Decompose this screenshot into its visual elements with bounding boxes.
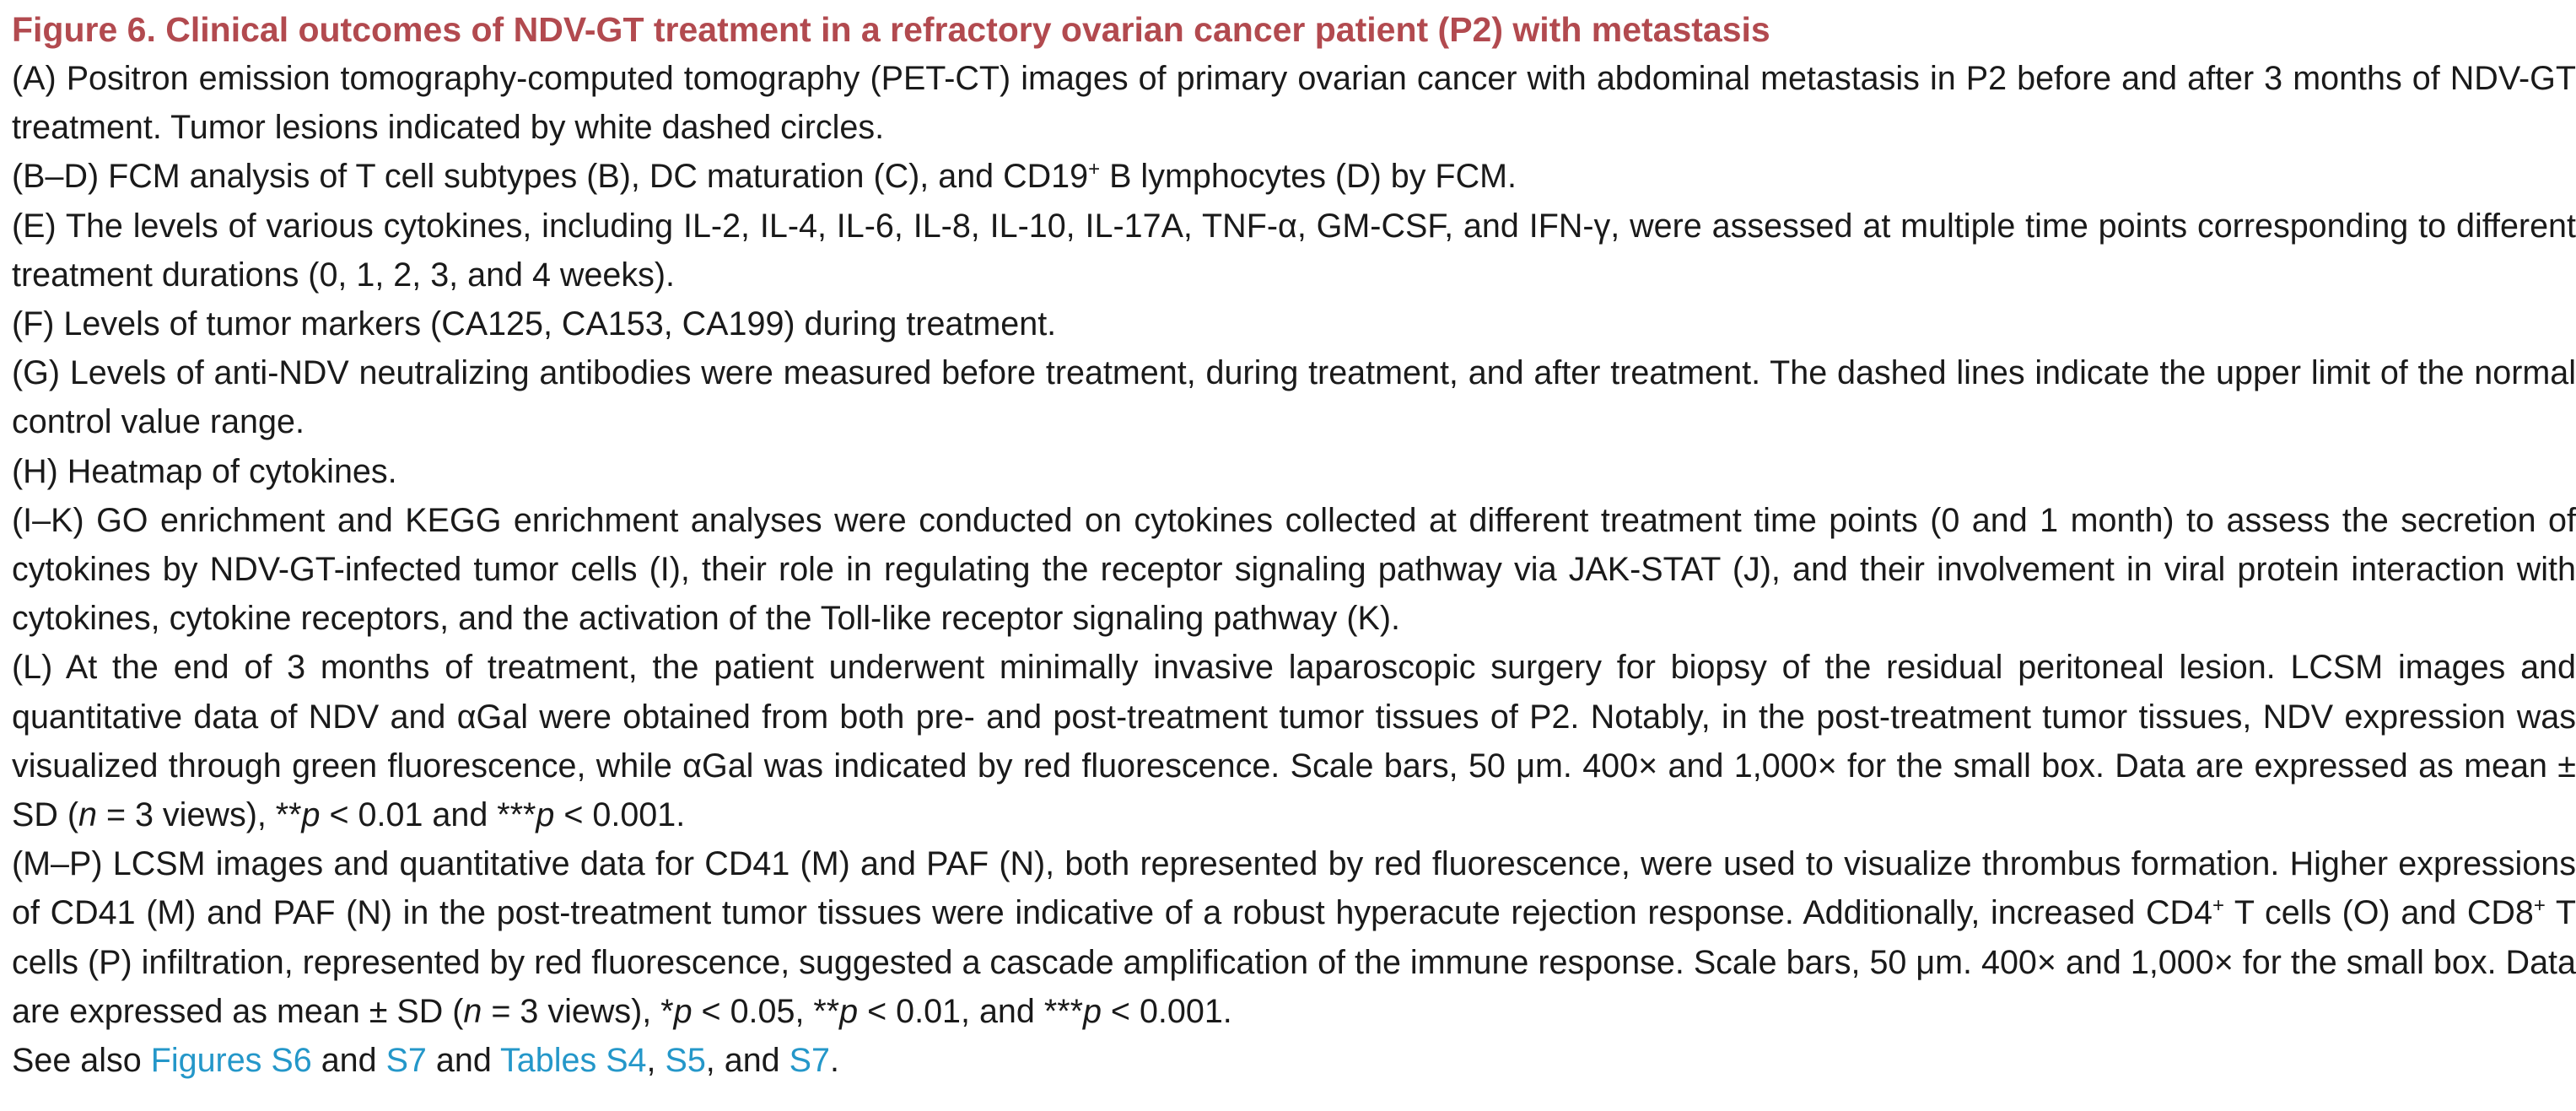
see-also-and-2: and bbox=[426, 1042, 501, 1080]
caption-paragraphs bbox=[12, 54, 2576, 1036]
link-table-s5[interactable]: S5 bbox=[665, 1042, 706, 1080]
text-segment: < 0.01, and *** bbox=[858, 992, 1083, 1030]
link-figure-s7[interactable]: S7 bbox=[385, 1042, 427, 1080]
text-segment: (F) Levels of tumor markers (CA125, CA153, CA199) during treatment. bbox=[12, 305, 1057, 343]
text-segment: < 0.001. bbox=[554, 796, 686, 834]
caption-paragraph bbox=[12, 152, 2576, 201]
italic-symbol: p bbox=[536, 796, 555, 834]
figure-title: Figure 6. Clinical outcomes of NDV-GT treatment in a refractory ovarian cancer patient (P2) with metastasis bbox=[12, 10, 1770, 49]
text-segment: (E) The levels of various cytokines, including IL-2, IL-4, IL-6, IL-8, IL-10, IL-17A, TNF-α, GM-CSF, and IFN-γ, were assessed at multiple time points corresponding to different treatment durations (0, 1, 2, 3, and 4 weeks). bbox=[12, 207, 2576, 294]
figure-caption bbox=[12, 5, 2576, 1085]
text-segment: (M–P) LCSM images and quantitative data for CD41 (M) and PAF (N), both represented by red fluorescence, were used to visualize thrombus formation. Higher expressions of CD41 (M) and PAF (N) in the post-treatment tumor tissues were indicative of a robust hyperacute rejection response. Additionally, increased CD4 bbox=[12, 845, 2576, 932]
text-segment: (G) Levels of anti-NDV neutralizing antibodies were measured before treatment, during treatment, and after treatment. The dashed lines indicate the upper limit of the normal control value range. bbox=[12, 354, 2576, 441]
caption-paragraph bbox=[12, 839, 2576, 1036]
text-segment: (B–D) FCM analysis of T cell subtypes (B), DC maturation (C), and CD19 bbox=[12, 158, 1089, 196]
see-also-end: . bbox=[829, 1042, 839, 1080]
caption-paragraph bbox=[12, 447, 2576, 496]
italic-symbol: n bbox=[463, 992, 482, 1030]
link-table-s7[interactable]: S7 bbox=[789, 1042, 830, 1080]
text-segment: (A) Positron emission tomography-computed tomography (PET-CT) images of primary ovarian cancer with abdominal metastasis in P2 before and after 3 months of NDV-GT treatment. Tumor lesions indicated by white dashed circles. bbox=[12, 60, 2576, 147]
text-segment: B lymphocytes (D) by FCM. bbox=[1100, 158, 1517, 196]
see-also-prefix: See also bbox=[12, 1042, 151, 1080]
text-segment: (L) At the end of 3 months of treatment, the patient underwent minimally invasive laparoscopic surgery for biopsy of the residual peritoneal lesion. LCSM images and quantitative data of NDV and αGal were obtained from both pre- and post-treatment tumor tissues of P2. Notably, in the post-treatment tumor tissues, NDV expression was visualized through green fluorescence, while αGal was indicated by red fluorescence. Scale bars, 50 μm. 400× and 1,000× for the small box. Data are expressed as mean ± SD ( bbox=[12, 649, 2576, 834]
text-segment: < 0.001. bbox=[1101, 992, 1232, 1030]
text-segment: (H) Heatmap of cytokines. bbox=[12, 452, 397, 490]
link-tables-s4[interactable]: Tables S4 bbox=[500, 1042, 647, 1080]
text-segment: T cells (O) and CD8 bbox=[2223, 894, 2534, 932]
link-figures-s6[interactable]: Figures S6 bbox=[150, 1042, 312, 1080]
caption-paragraph bbox=[12, 299, 2576, 348]
text-segment: (I–K) GO enrichment and KEGG enrichment analyses were conducted on cytokines collected at different treatment time points (0 and 1 month) to assess the secretion of cytokines by NDV-GT-infected tumor cells (I), their role in regulating the receptor signaling pathway via JAK-STAT (J), and their involvement in viral protein interaction with cytokines, cytokine receptors, and the activation of the Toll-like receptor signaling pathway (K). bbox=[12, 501, 2576, 638]
text-segment: < 0.05, ** bbox=[692, 992, 840, 1030]
italic-symbol: p bbox=[839, 992, 859, 1030]
text-segment: < 0.01 and *** bbox=[320, 796, 536, 834]
see-also-comma-and: , and bbox=[705, 1042, 790, 1080]
see-also-comma-1: , bbox=[646, 1042, 666, 1080]
text-segment: = 3 views), ** bbox=[96, 796, 302, 834]
caption-paragraph bbox=[12, 348, 2576, 446]
see-also-line bbox=[12, 1036, 2576, 1085]
caption-paragraph bbox=[12, 54, 2576, 152]
caption-paragraph bbox=[12, 496, 2576, 644]
superscript: + bbox=[2533, 894, 2546, 918]
italic-symbol: p bbox=[301, 796, 321, 834]
italic-symbol: n bbox=[78, 796, 97, 834]
superscript: + bbox=[1088, 158, 1101, 181]
superscript: + bbox=[2212, 894, 2224, 918]
text-segment: T cells (P) infiltration, represented by red fluorescence, suggested a cascade amplification of the immune response. Scale bars, 50 μm. 400× and 1,000× for the small box. Data are expressed as mean ± SD ( bbox=[12, 894, 2576, 1030]
text-segment: = 3 views), * bbox=[482, 992, 674, 1030]
caption-paragraph bbox=[12, 643, 2576, 839]
italic-symbol: p bbox=[1082, 992, 1102, 1030]
caption-paragraph bbox=[12, 202, 2576, 299]
see-also-and-1: and bbox=[311, 1042, 386, 1080]
italic-symbol: p bbox=[673, 992, 693, 1030]
